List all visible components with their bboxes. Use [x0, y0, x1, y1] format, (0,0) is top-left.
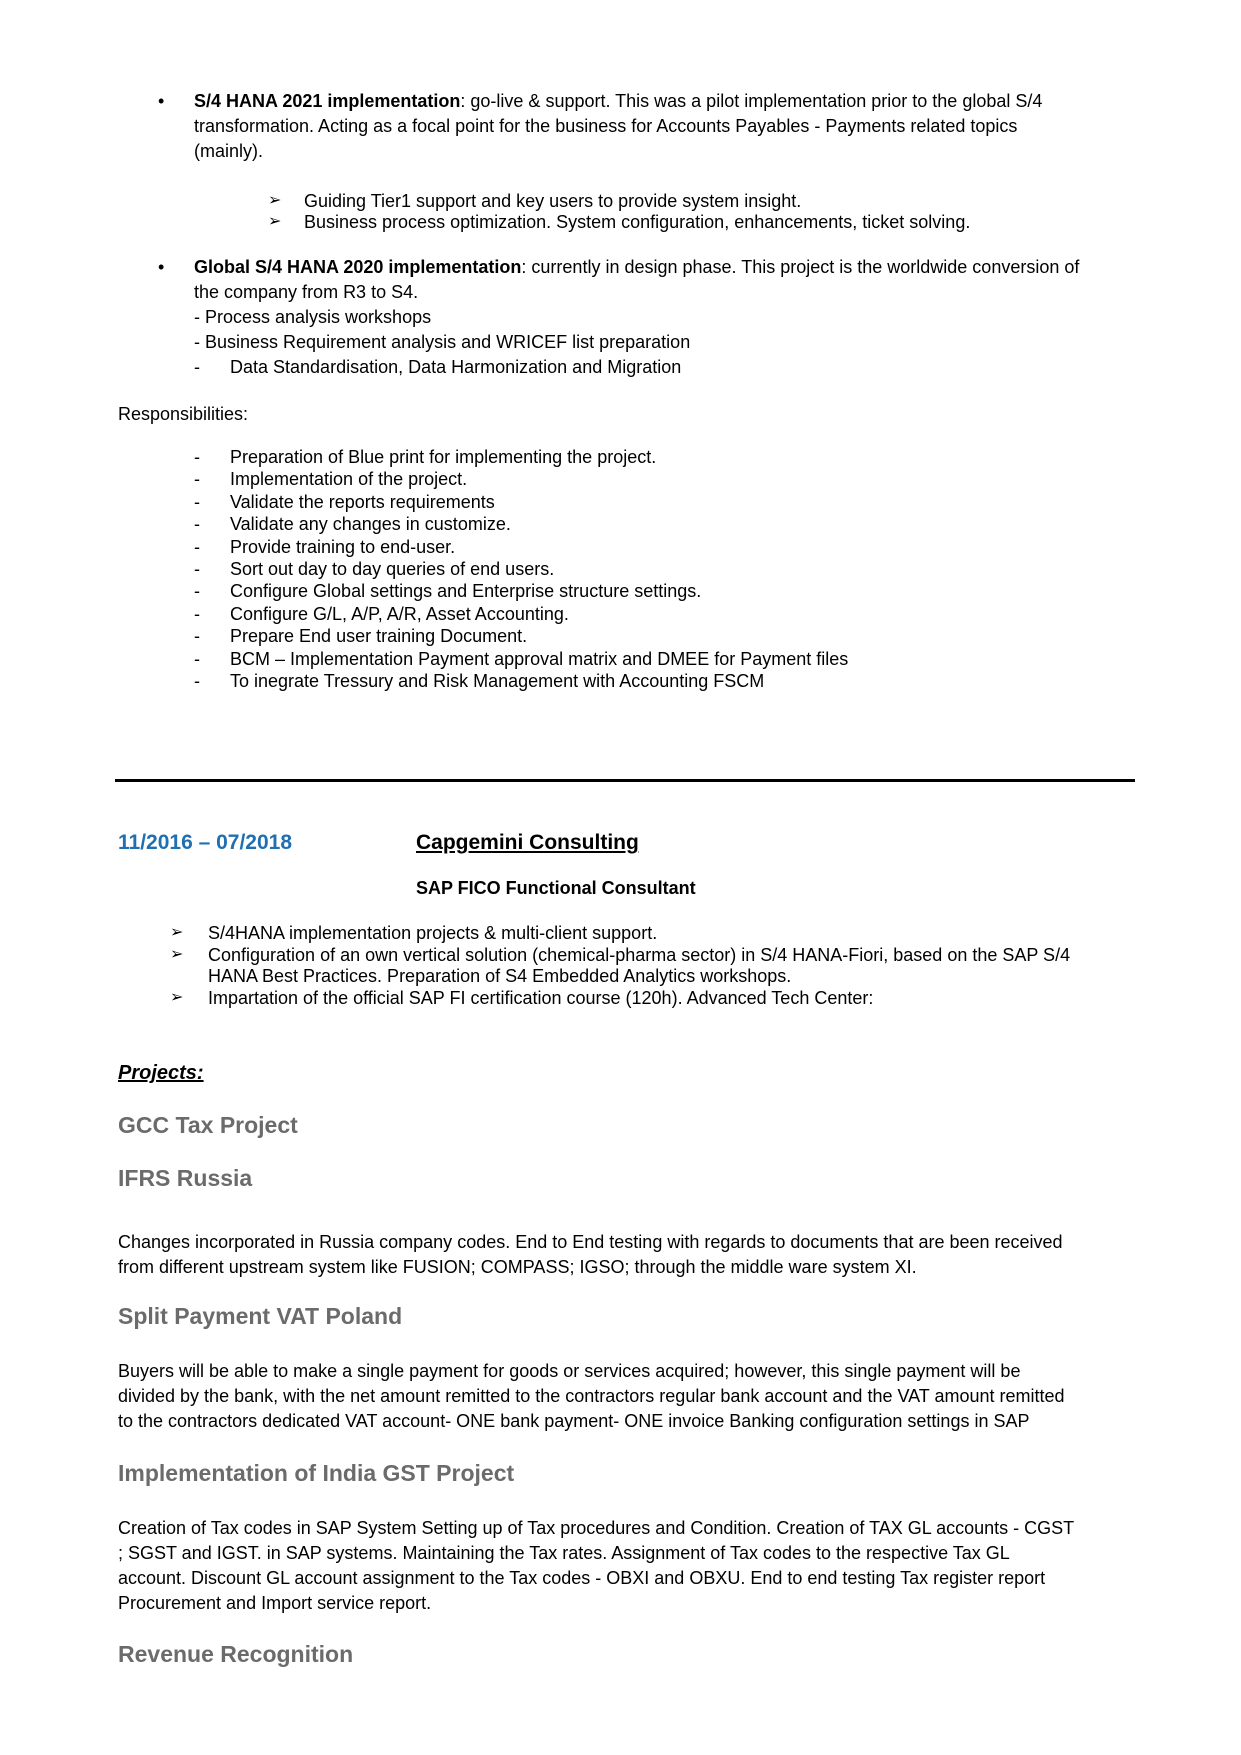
- project-title-revrec: Revenue Recognition: [118, 1641, 354, 1667]
- job-bullet: Impartation of the official SAP FI certification course (120h). Advanced Tech Center:: [208, 988, 874, 1008]
- dash-marker: -: [194, 492, 200, 512]
- dash-marker: -: [194, 604, 200, 624]
- dash-marker: -: [194, 581, 200, 601]
- responsibility-item: Validate any changes in customize.: [230, 514, 511, 534]
- job-bullet: S/4HANA implementation projects & multi-client support.: [208, 923, 658, 943]
- responsibility-item: Implementation of the project.: [230, 469, 468, 489]
- project-desc-line: from different upstream system like FUSION; COMPASS; IGSO; through the middle ware system XI.: [118, 1257, 917, 1277]
- dash-marker: -: [194, 671, 200, 691]
- job-bullet-cont: HANA Best Practices. Preparation of S4 Embedded Analytics workshops.: [208, 966, 792, 986]
- dash-marker: -: [194, 649, 200, 669]
- dash-marker: -: [194, 626, 200, 646]
- company-name: Capgemini Consulting: [416, 831, 639, 854]
- job-role: SAP FICO Functional Consultant: [416, 878, 696, 898]
- responsibility-item: Provide training to end-user.: [230, 537, 456, 557]
- dash-marker: -: [194, 514, 200, 534]
- s4-2020-line2: the company from R3 to S4.: [194, 282, 419, 302]
- dash-marker: -: [194, 447, 200, 467]
- job-dates: 11/2016 – 07/2018: [118, 831, 293, 854]
- s4-2021-sub-item: Business process optimization. System configuration, enhancements, ticket solving.: [304, 212, 971, 232]
- dash-marker: -: [194, 357, 200, 377]
- responsibility-item: To inegrate Tressury and Risk Management with Accounting FSCM: [230, 671, 765, 691]
- project-title-ifrs: IFRS Russia: [118, 1165, 253, 1191]
- s4-2020-line1: Global S/4 HANA 2020 implementation: currently in design phase. This project is the worldwide conversion of: [194, 257, 1080, 277]
- project-desc-line: divided by the bank, with the net amount remitted to the contractors regular bank account and the VAT amount remitted: [118, 1386, 1065, 1406]
- project-desc-line: Creation of Tax codes in SAP System Setting up of Tax procedures and Condition. Creation of TAX GL accounts - CGST: [118, 1518, 1075, 1538]
- s4-2021-line2: transformation. Acting as a focal point for the business for Accounts Payables - Payments related topics: [194, 116, 1018, 136]
- job-bullet: Configuration of an own vertical solution (chemical-pharma sector) in S/4 HANA-Fiori, based on the SAP S/4: [208, 945, 1071, 965]
- arrow-bullet-icon: ➢: [268, 213, 282, 230]
- bullet-dot: •: [158, 91, 165, 111]
- responsibility-item: Prepare End user training Document.: [230, 626, 528, 646]
- project-desc-line: Changes incorporated in Russia company codes. End to End testing with regards to documents that are been received: [118, 1232, 1063, 1252]
- s4-2021-line1: S/4 HANA 2021 implementation: go-live & support. This was a pilot implementation prior to the global S/4: [194, 91, 1043, 111]
- project-desc-line: to the contractors dedicated VAT account- ONE bank payment- ONE invoice Banking configuration settings in SAP: [118, 1411, 1030, 1431]
- responsibility-item: BCM – Implementation Payment approval matrix and DMEE for Payment files: [230, 649, 849, 669]
- project-desc-line: Buyers will be able to make a single payment for goods or services acquired; however, this single payment will be: [118, 1361, 1021, 1381]
- responsibilities-label: Responsibilities:: [118, 404, 249, 424]
- section-divider: [115, 779, 1135, 782]
- responsibility-item: Preparation of Blue print for implementing the project.: [230, 447, 657, 467]
- project-title-gcc: GCC Tax Project: [118, 1112, 298, 1138]
- project-desc-line: ; SGST and IGST. in SAP systems. Maintaining the Tax rates. Assignment of Tax codes to the respective Tax GL: [118, 1543, 1010, 1563]
- responsibility-item: Validate the reports requirements: [230, 492, 495, 512]
- arrow-bullet-icon: ➢: [170, 989, 184, 1006]
- bullet-dot: •: [158, 257, 165, 277]
- dash-marker: -: [194, 559, 200, 579]
- responsibility-item: Configure Global settings and Enterprise structure settings.: [230, 581, 702, 601]
- responsibility-item: Sort out day to day queries of end users.: [230, 559, 555, 579]
- s4-2020-line5: Data Standardisation, Data Harmonization and Migration: [230, 357, 682, 377]
- arrow-bullet-icon: ➢: [268, 192, 282, 209]
- s4-2020-line3: - Process analysis workshops: [194, 307, 432, 327]
- s4-2021-sub-item: Guiding Tier1 support and key users to provide system insight.: [304, 191, 802, 211]
- s4-2020-line4: - Business Requirement analysis and WRICEF list preparation: [194, 332, 691, 352]
- project-title-split: Split Payment VAT Poland: [118, 1303, 403, 1329]
- arrow-bullet-icon: ➢: [170, 924, 184, 941]
- project-desc-line: account. Discount GL account assignment to the Tax codes - OBXI and OBXU. End to end testing Tax register report: [118, 1568, 1046, 1588]
- projects-heading: Projects:: [118, 1062, 204, 1084]
- project-desc-line: Procurement and Import service report.: [118, 1593, 432, 1613]
- responsibility-item: Configure G/L, A/P, A/R, Asset Accounting.: [230, 604, 569, 624]
- s4-2021-line3: (mainly).: [194, 141, 264, 161]
- dash-marker: -: [194, 537, 200, 557]
- project-title-gst: Implementation of India GST Project: [118, 1460, 515, 1486]
- dash-marker: -: [194, 469, 200, 489]
- arrow-bullet-icon: ➢: [170, 946, 184, 963]
